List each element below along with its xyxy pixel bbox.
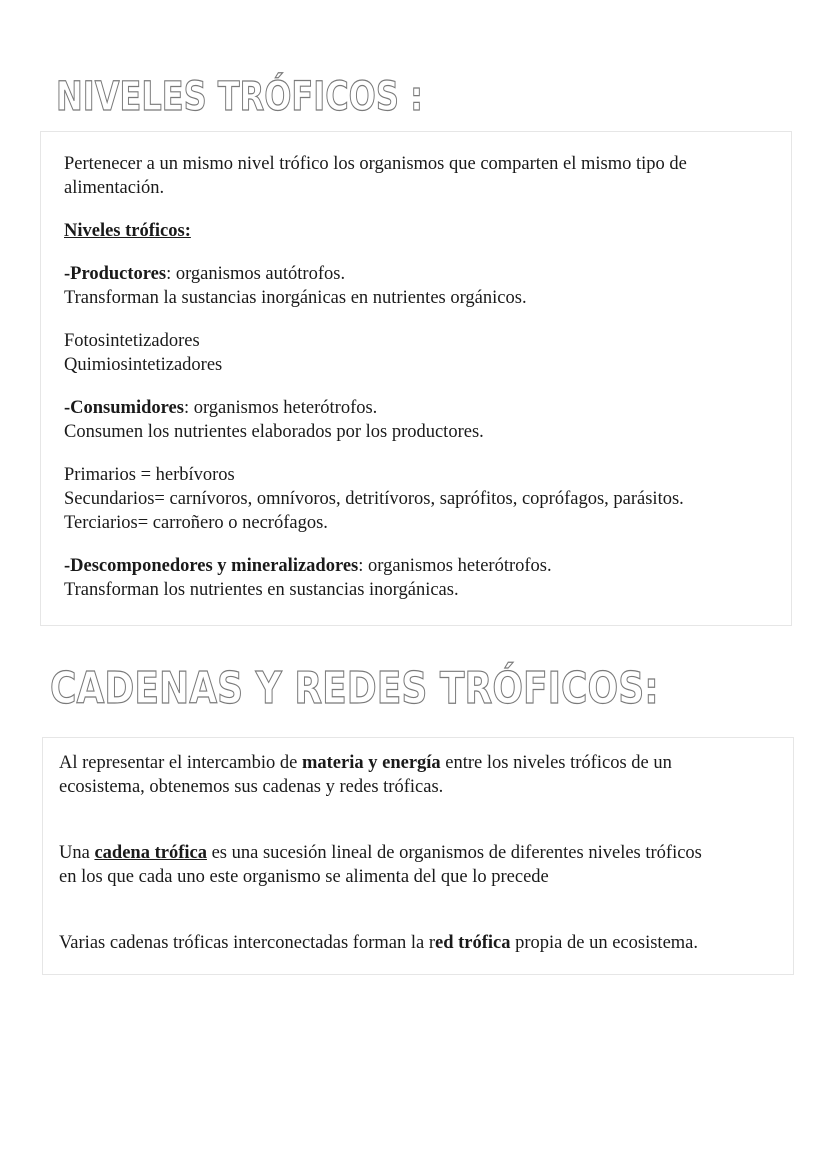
consumidores-term: -Consumidores: [64, 398, 184, 418]
productores-paragraph: [64, 262, 769, 310]
descomponedores-term: -Descomponedores y mineralizadores: [64, 556, 359, 576]
productores-desc: Transforman la sustancias inorgánicas en nutrientes orgánicos.: [64, 288, 527, 308]
productores-term: -Productores: [64, 264, 167, 284]
descomponedores-paragraph: [64, 554, 769, 602]
text-run: Al representar el intercambio de: [59, 753, 302, 773]
red-trofica-paragraph: [59, 931, 783, 955]
text-run: Varias cadenas tróficas interconectadas forman la r: [59, 933, 435, 953]
list-item: Terciarios= carroñero o necrófagos.: [64, 513, 328, 533]
text-run: Una: [59, 843, 95, 863]
productores-rest: : organismos autótrofos.: [166, 264, 346, 284]
niveles-troficos-box: [40, 131, 792, 626]
productores-types: [64, 329, 769, 377]
section-title-niveles-troficos: NIVELES TRÓFICOS :: [56, 74, 423, 120]
consumidores-types: [64, 463, 769, 535]
niveles-subheading: [64, 219, 769, 243]
materia-energia-paragraph: [59, 751, 783, 799]
section-title-cadenas-redes: CADENAS Y REDES TRÓFICOS:: [50, 663, 659, 714]
cadenas-redes-box: [42, 737, 794, 975]
text-run: es una sucesión lineal de organismos de diferentes niveles tróficos: [206, 843, 702, 863]
consumidores-desc: Consumen los nutrientes elaborados por los productores.: [64, 422, 484, 442]
text-line: en los que cada uno este organismo se alimenta del que lo precede: [59, 867, 549, 887]
text-run: propia de un ecosistema.: [510, 933, 699, 953]
consumidores-paragraph: [64, 396, 769, 444]
intro-line: Pertenecer a un mismo nivel trófico los organismos que comparten el mismo tipo de: [64, 154, 687, 174]
list-item: Quimiosintetizadores: [64, 355, 223, 375]
descomponedores-desc: Transforman los nutrientes en sustancias inorgánicas.: [64, 580, 459, 600]
list-item: Secundarios= carnívoros, omnívoros, detritívoros, saprófitos, coprófagos, parásitos.: [64, 489, 684, 509]
intro-paragraph: [64, 152, 769, 200]
materia-energia-bold: materia y energía: [301, 753, 441, 773]
consumidores-rest: : organismos heterótrofos.: [183, 398, 378, 418]
list-item: Primarios = herbívoros: [64, 465, 235, 485]
subheading-text: Niveles tróficos:: [64, 221, 191, 241]
text-run: entre los niveles tróficos de un: [440, 753, 672, 773]
list-item: Fotosintetizadores: [64, 331, 200, 351]
descomponedores-rest: : organismos heterótrofos.: [358, 556, 552, 576]
intro-line: alimentación.: [64, 178, 165, 198]
cadena-trofica-bold: cadena trófica: [94, 843, 207, 863]
cadena-trofica-paragraph: [59, 841, 783, 889]
text-line: ecosistema, obtenemos sus cadenas y redes tróficas.: [59, 777, 444, 797]
red-trofica-bold: ed trófica: [434, 933, 511, 953]
